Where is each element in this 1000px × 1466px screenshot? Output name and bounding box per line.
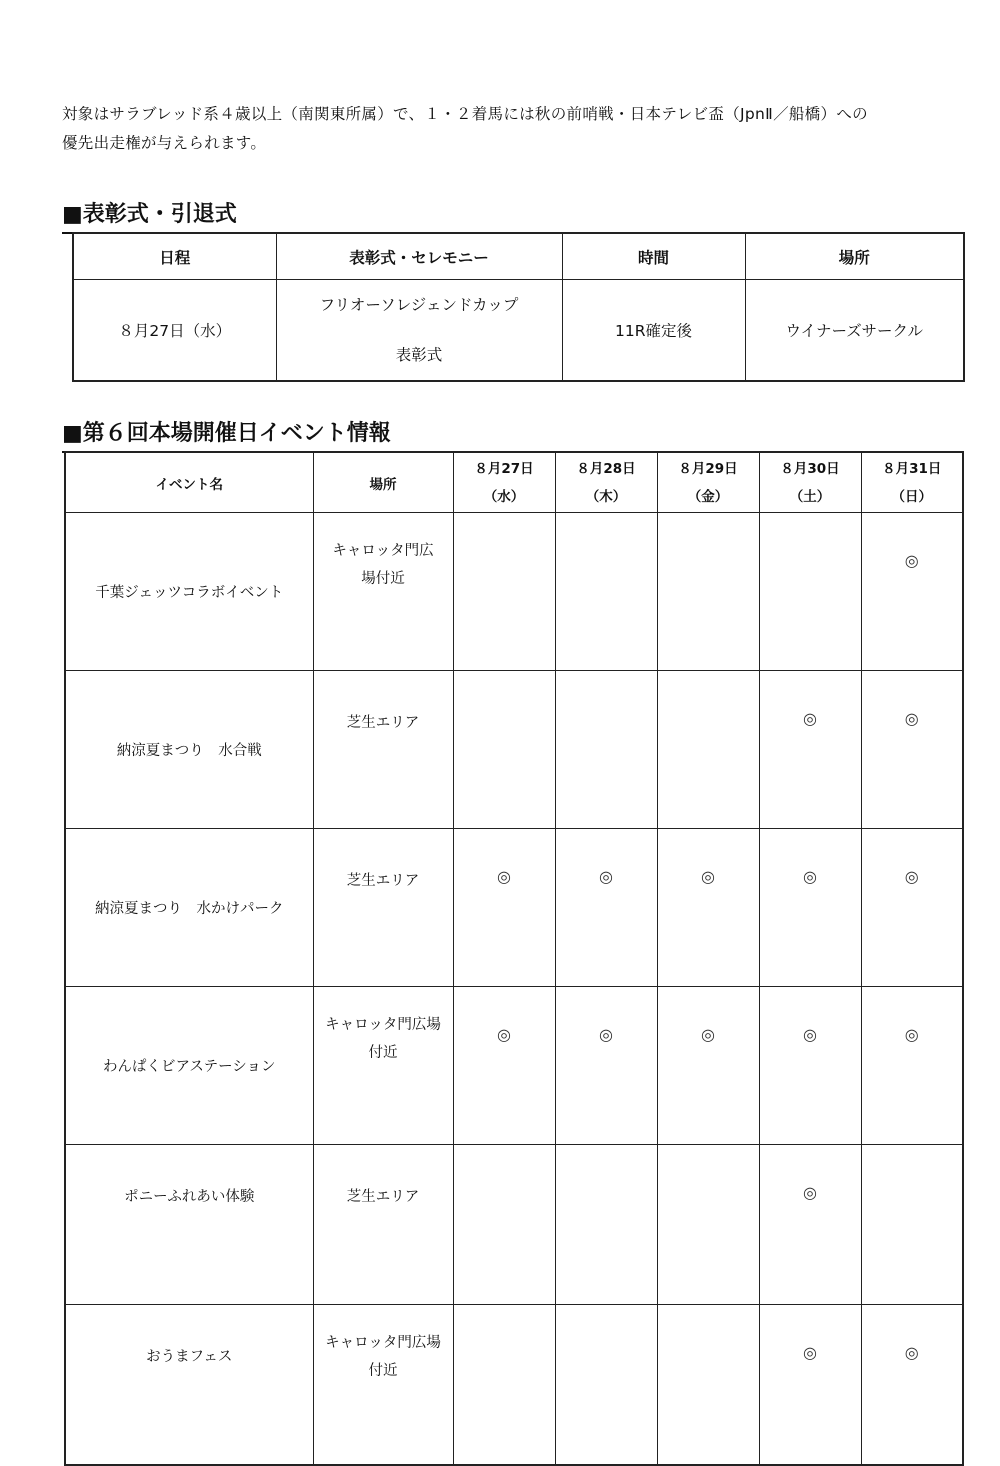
event-mark (657, 671, 759, 829)
header-day (657, 452, 759, 513)
event-place-line-1: 芝生エリア (346, 715, 420, 731)
ceremony-table (72, 232, 965, 382)
ceremony-row (73, 280, 964, 382)
event-place (313, 987, 453, 1145)
header-event-name: イベント名 (65, 452, 313, 513)
header-day (555, 452, 657, 513)
event-place-line-1: 芝生エリア (346, 1189, 420, 1205)
ceremony-time: 11R確定後 (562, 280, 745, 382)
header-day (861, 452, 963, 513)
event-place-line-1: キャロッタ門広 (332, 543, 434, 559)
intro-line-2: 優先出走権が与えられます。 (62, 134, 267, 152)
event-mark (555, 1305, 657, 1466)
event-row (65, 1145, 963, 1305)
intro-line-1: 対象はサラブレッド系４歳以上（南関東所属）で、１・２着馬には秋の前哨戦・日本テレビ盃（JpnⅡ／船橋）への (62, 105, 868, 123)
ceremony-name-line-2: 表彰式 (395, 346, 443, 364)
event-mark: ◎ (759, 1305, 861, 1466)
event-row (65, 829, 963, 987)
event-place-line-1: キャロッタ門広場 (325, 1335, 441, 1351)
header-schedule: 日程 (73, 233, 276, 280)
event-row (65, 987, 963, 1145)
event-place-line-2: 付近 (368, 1363, 398, 1379)
event-mark (759, 513, 861, 671)
event-mark (453, 671, 555, 829)
header-ceremony: 表彰式・セレモニー (276, 233, 562, 280)
header-event-place: 場所 (313, 452, 453, 513)
events-header-row (65, 452, 963, 513)
event-name: 納涼夏まつり 水かけパーク (65, 829, 313, 987)
event-name: ポニーふれあい体験 (65, 1145, 313, 1305)
header-place: 場所 (745, 233, 964, 280)
event-place-line-2: 付近 (368, 1045, 398, 1061)
event-place-line-2: 場付近 (361, 571, 405, 587)
event-row (65, 513, 963, 671)
event-mark (657, 1145, 759, 1305)
section-title-events: ■第６回本場開催日イベント情報 (62, 416, 391, 449)
event-mark: ◎ (759, 987, 861, 1145)
event-mark: ◎ (657, 829, 759, 987)
event-name: 納涼夏まつり 水合戦 (65, 671, 313, 829)
header-day-dow: （土） (789, 489, 831, 505)
event-mark (555, 513, 657, 671)
event-mark (453, 1145, 555, 1305)
ceremony-header-row (73, 233, 964, 280)
header-day-date: ８月30日 (780, 461, 840, 477)
event-mark (861, 1145, 963, 1305)
event-mark (453, 513, 555, 671)
event-mark (555, 1145, 657, 1305)
event-place-line-1: 芝生エリア (346, 873, 420, 889)
header-day-dow: （水） (483, 489, 525, 505)
header-day (453, 452, 555, 513)
header-day-date: ８月28日 (576, 461, 636, 477)
event-place (313, 1145, 453, 1305)
event-mark (453, 1305, 555, 1466)
ceremony-date: ８月27日（水） (73, 280, 276, 382)
event-mark (657, 1305, 759, 1466)
event-mark: ◎ (759, 671, 861, 829)
event-mark: ◎ (453, 987, 555, 1145)
ceremony-name (276, 280, 562, 382)
header-day-date: ８月31日 (882, 461, 942, 477)
header-time: 時間 (562, 233, 745, 280)
events-table (64, 451, 964, 1466)
event-place (313, 829, 453, 987)
section-title-ceremony: ■表彰式・引退式 (62, 197, 237, 230)
event-mark: ◎ (555, 829, 657, 987)
event-mark: ◎ (861, 1305, 963, 1466)
event-place (313, 513, 453, 671)
event-mark: ◎ (555, 987, 657, 1145)
header-day (759, 452, 861, 513)
event-place-line-1: キャロッタ門広場 (325, 1017, 441, 1033)
event-mark: ◎ (759, 829, 861, 987)
ceremony-name-line-1: フリオーソレジェンドカップ (319, 296, 519, 314)
event-place (313, 1305, 453, 1466)
event-place (313, 671, 453, 829)
event-mark (555, 671, 657, 829)
intro-paragraph (62, 100, 967, 158)
header-day-date: ８月29日 (678, 461, 738, 477)
event-name: おうまフェス (65, 1305, 313, 1466)
header-day-dow: （日） (891, 489, 932, 505)
event-name: わんぱくビアステーション (65, 987, 313, 1145)
event-row (65, 671, 963, 829)
event-row (65, 1305, 963, 1466)
event-name: 千葉ジェッツコラボイベント (65, 513, 313, 671)
event-mark: ◎ (861, 513, 963, 671)
header-day-dow: （木） (585, 489, 627, 505)
event-mark: ◎ (861, 829, 963, 987)
event-mark: ◎ (453, 829, 555, 987)
header-day-date: ８月27日 (474, 461, 534, 477)
event-mark: ◎ (657, 987, 759, 1145)
ceremony-place: ウイナーズサークル (745, 280, 964, 382)
event-mark: ◎ (861, 671, 963, 829)
event-mark (657, 513, 759, 671)
event-mark: ◎ (861, 987, 963, 1145)
event-mark: ◎ (759, 1145, 861, 1305)
header-day-dow: （金） (687, 489, 729, 505)
